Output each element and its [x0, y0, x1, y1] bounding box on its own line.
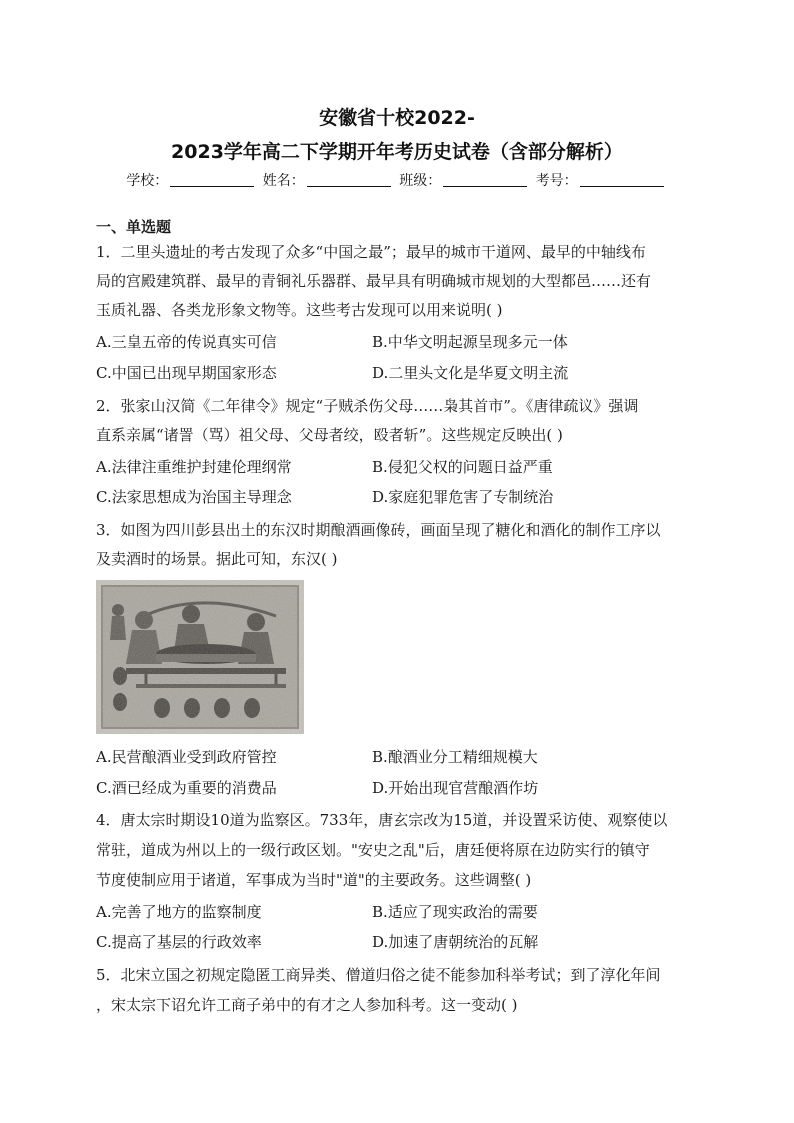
exam-title-line2: 2023学年高二下学期开年考历史试卷（含部分解析）: [171, 141, 623, 163]
q1-option-b[interactable]: B.中华文明起源呈现多元一体: [372, 333, 568, 351]
exam-number-blank[interactable]: [580, 172, 664, 187]
q4-option-d[interactable]: D.加速了唐朝统治的瓦解: [372, 933, 539, 951]
q3-option-a[interactable]: A.民营酿酒业受到政府管控: [96, 748, 277, 766]
q1-line-2: 局的宫殿建筑群、最早的青铜礼乐器群、最早具有明确城市规划的大型都邑……还有: [96, 272, 652, 290]
student-info-row: [0, 170, 794, 190]
q4-line-1: 4．唐太宗时期设10道为监察区。733年，唐玄宗改为15道，并设置采访使、观察使以: [96, 811, 668, 829]
exam-title-line1: 安徽省十校2022-: [319, 107, 475, 129]
q4-option-c[interactable]: C.提高了基层的行政效率: [96, 933, 262, 951]
exam-number-label: 考号：: [535, 173, 578, 189]
q3-option-b[interactable]: B.酿酒业分工精细规模大: [372, 748, 538, 766]
q1-option-d[interactable]: D.二里头文化是华夏文明主流: [372, 364, 569, 382]
q1-line-3: 玉质礼器、各类龙形象文物等。这些考古发现可以用来说明( ): [96, 301, 503, 319]
q3-option-d[interactable]: D.开始出现官营酿酒作坊: [372, 779, 539, 797]
q3-line-1: 3．如图为四川彭县出土的东汉时期酿酒画像砖，画面呈现了糖化和酒化的制作工序以: [96, 521, 661, 539]
q2-line-1: 2．张家山汉简《二年律令》规定“子贼杀伤父母……枭其首市”。《唐律疏议》强调: [96, 397, 639, 415]
brewing-brick-relief-image: [96, 580, 304, 734]
school-label: 学校：: [126, 173, 169, 189]
q2-line-2: 直系亲属“诸詈（骂）祖父母、父母者绞，殴者斩”。这些规定反映出( ): [96, 426, 563, 444]
q1-option-a[interactable]: A.三皇五帝的传说真实可信: [96, 333, 277, 351]
q4-line-3: 节度使制应用于诸道，军事成为当时"道"的主要政务。这些调整( ): [96, 871, 532, 889]
q2-option-b[interactable]: B.侵犯父权的问题日益严重: [372, 458, 553, 476]
class-label: 班级：: [399, 173, 442, 189]
q1-line-1: 1．二里头遗址的考古发现了众多“中国之最”；最早的城市干道网、最早的中轴线布: [96, 243, 646, 261]
q5-line-1: 5．北宋立国之初规定隐匿工商异类、僧道归俗之徒不能参加科举考试；到了淳化年间: [96, 966, 661, 984]
school-blank[interactable]: [170, 172, 254, 187]
class-blank[interactable]: [443, 172, 527, 187]
q4-option-b[interactable]: B.适应了现实政治的需要: [372, 903, 538, 921]
q4-option-a[interactable]: A.完善了地方的监察制度: [96, 903, 262, 921]
name-blank[interactable]: [307, 172, 391, 187]
q5-line-2: ，宋太宗下诏允许工商子弟中的有才之人参加科考。这一变动( ): [96, 996, 518, 1014]
q3-line-2: 及卖酒时的场景。据此可知，东汉( ): [96, 550, 338, 568]
q3-option-c[interactable]: C.酒已经成为重要的消费品: [96, 779, 277, 797]
q2-option-c[interactable]: C.法家思想成为治国主导理念: [96, 488, 292, 506]
q2-option-d[interactable]: D.家庭犯罪危害了专制统治: [372, 488, 554, 506]
q2-option-a[interactable]: A.法律注重维护封建伦理纲常: [96, 458, 292, 476]
q1-option-c[interactable]: C.中国已出现早期国家形态: [96, 364, 277, 382]
q4-line-2: 常驻，道成为州以上的一级行政区划。"安史之乱"后，唐廷便将原在边防实行的镇守: [96, 841, 650, 859]
name-label: 姓名：: [262, 173, 305, 189]
section-heading: 一、单选题: [96, 218, 172, 236]
